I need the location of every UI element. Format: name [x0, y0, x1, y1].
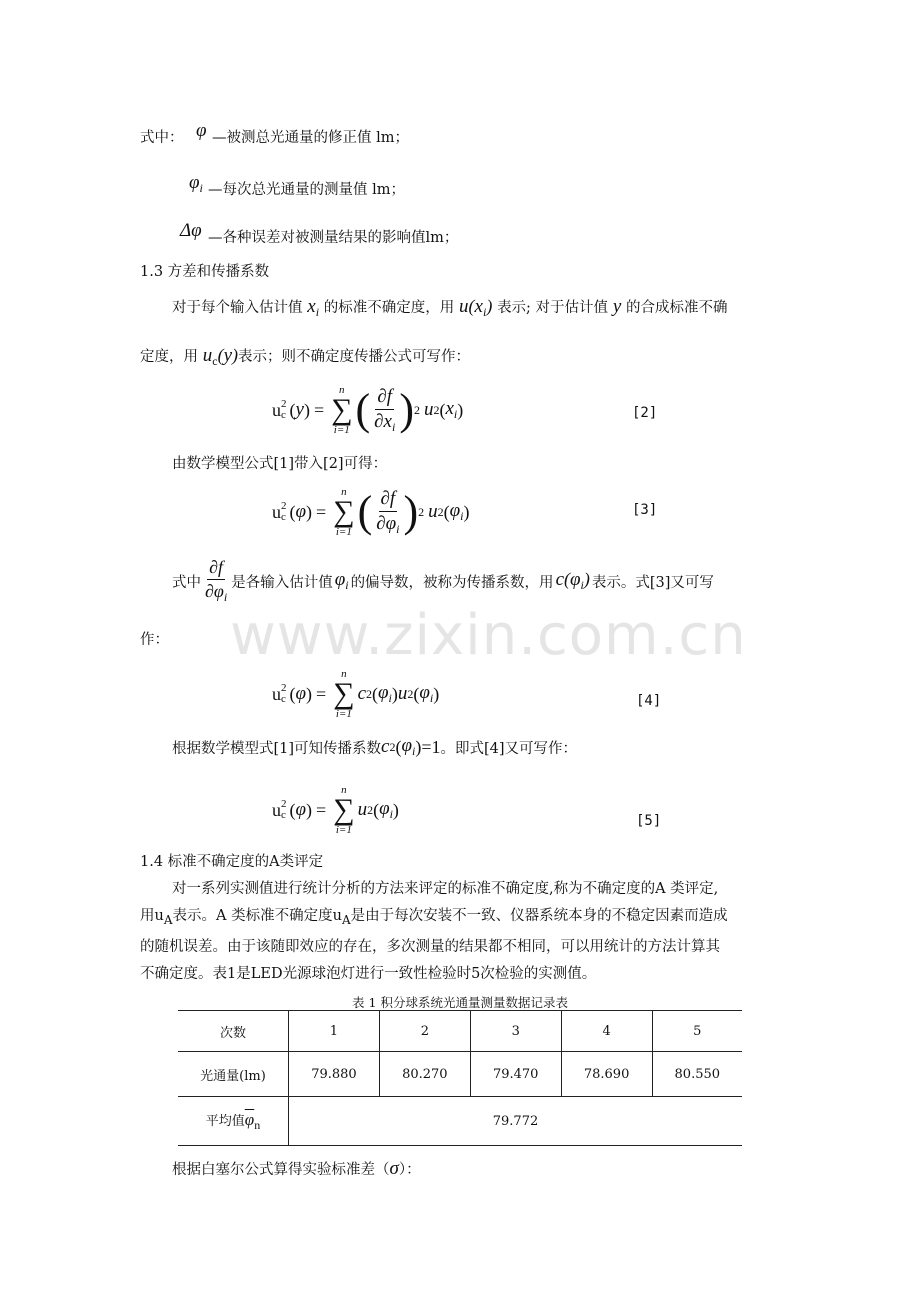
- table-col-header: 1: [289, 1011, 380, 1052]
- sec14-line2: [140, 903, 785, 934]
- defs-lead: 式中：: [140, 130, 184, 146]
- math-x-i: $x_i$: [302, 296, 320, 319]
- equation-2-number: [2]: [632, 405, 658, 421]
- equation-2: u 2 c ( y ) = n ∑ i=1 ( $\frac{\partial f}{\partial x_i}$ ) 2 u 2 ( $x_i$ ): [272, 384, 464, 436]
- text-run: 表示。式[3]又可写: [591, 574, 714, 591]
- table-col-header: 3: [470, 1011, 561, 1052]
- table-cell: 79.880: [289, 1052, 380, 1097]
- delta-phi-symbol: Δφ: [180, 220, 202, 241]
- footer-line: [172, 1158, 421, 1180]
- table-cell: 78.690: [561, 1052, 652, 1097]
- text-run: 根据白塞尔公式算得实验标准差（: [172, 1162, 390, 1178]
- table-avg-value: 79.772: [289, 1097, 743, 1146]
- table-cell: 79.470: [470, 1052, 561, 1097]
- table-row: [178, 1097, 742, 1146]
- equation-5-number: [5]: [636, 813, 662, 829]
- phi-symbol: φ: [196, 120, 207, 141]
- text-run: ）：: [398, 1162, 421, 1178]
- sec14-line3: 的随机误差。由于该随即效应的存在，多次测量的结果都不相同，可以用统计的方法计算其: [140, 939, 720, 955]
- text-run: 用u: [140, 908, 164, 924]
- text-run: 是由于每次安装不一致、仪器系统本身的不稳定因素而造成: [350, 908, 728, 924]
- section-heading-1-3: 1.3 方差和传播系数: [140, 264, 270, 280]
- sec14-line4: 不确定度。表1是LED光源球泡灯进行一致性检验时5次检验的实测值。: [140, 966, 597, 982]
- table-avg-label: [178, 1097, 289, 1146]
- equation-5: u 2 c ( φ ) = n ∑ i=1 u 2 ( $\varphi_i$ ): [272, 784, 399, 836]
- table-header-label: 次数: [178, 1011, 289, 1052]
- sigma-symbol: σ: [389, 1158, 399, 1179]
- sec13-paragraph-line6: 根据数学模型式[1]可知传播系数 c 2 ( $\varphi_i$ ) =1 。即式[4]又可写作：: [172, 735, 578, 758]
- phi-desc: —被测总光通量的修正值 lm；: [212, 130, 409, 146]
- text-run: 的标准不确定度，用: [323, 300, 455, 316]
- text-run: 式中: [172, 574, 201, 591]
- text-run: 定度，用: [140, 349, 198, 365]
- table-col-header: 5: [652, 1011, 742, 1052]
- table-row: [178, 1011, 742, 1052]
- text-run: 表示；则不确定度传播公式可写作：: [238, 349, 471, 365]
- phi-i-desc: —每次总光通量的测量值 lm；: [208, 182, 405, 198]
- equation-4-number: [4]: [636, 693, 662, 709]
- avg-label-text: 平均值: [205, 1113, 245, 1129]
- text-run: 的偏导数，被称为传播系数，用: [350, 574, 554, 591]
- equation-3-number: [3]: [632, 502, 658, 518]
- table-row: [178, 1052, 742, 1097]
- phi-n-bar: $\overline{\varphi}_n$: [244, 1109, 261, 1132]
- phi-i-symbol: $\varphi_i$: [189, 172, 203, 195]
- text-run: 。即式[4]又可写作：: [440, 740, 578, 757]
- math-u-xi: $u(x_i)$: [454, 296, 493, 319]
- table-cell: 80.550: [652, 1052, 742, 1097]
- sec13-paragraph-line5: 作：: [140, 632, 169, 648]
- math-y: y: [608, 296, 626, 317]
- text-run: 根据数学模型式[1]可知传播系数: [172, 740, 382, 757]
- measurement-table: [178, 1010, 742, 1146]
- sec13-paragraph-line1: [172, 296, 728, 320]
- subscript: A: [163, 913, 173, 927]
- table-caption: 表 1 积分球系统光通量测量数据记录表: [352, 995, 568, 1010]
- subscript: A: [341, 913, 351, 927]
- sec13-paragraph-line3: 由数学模型公式[1]带入[2]可得：: [172, 456, 388, 472]
- sec14-paragraph: [140, 876, 785, 988]
- text-run: 对于每个输入估计值: [172, 300, 303, 316]
- table-col-header: 4: [561, 1011, 652, 1052]
- text-run: 的合成标准不确: [626, 300, 728, 316]
- table-row-label: 光通量(lm): [178, 1052, 289, 1097]
- watermark: www.zixin.com.cn: [230, 603, 747, 668]
- text-run: 表示; 对于估计值: [497, 300, 609, 316]
- equation-3: u 2 c ( φ ) = n ∑ i=1 ( $\frac{\partial f}{\partial\varphi_i}$ ) 2 u 2 ( $\varphi_i$ ): [272, 486, 470, 538]
- section-heading-1-4: 1.4 标准不确定度的A类评定: [140, 854, 324, 870]
- table-col-header: 2: [379, 1011, 470, 1052]
- equation-4: u 2 c ( φ ) = n ∑ i=1 c 2 ( $\varphi_i$ ) u 2 ( $\varphi_i$ ): [272, 668, 440, 720]
- text-run: 是各输入估计值: [231, 574, 333, 591]
- text-run: 表示。A 类标准不确定度u: [172, 908, 342, 924]
- delta-desc: —各种误差对被测量结果的影响值lm；: [208, 230, 459, 246]
- sec14-line1: 对一系列实测值进行统计分析的方法来评定的标准不确定度,称为不确定度的A 类评定,: [172, 881, 719, 897]
- sec13-paragraph-line2: [140, 345, 470, 369]
- sec13-paragraph-line4: 式中 $\frac{\partial f}{\partial\varphi_i}$ 是各输入估计值 $\varphi_i$ 的偏导数，被称为传播系数，用 $c(\varphi_i)$ 表示。式[3]又可写: [172, 557, 714, 604]
- table-cell: 80.270: [379, 1052, 470, 1097]
- math-uc-y: $u_c(y)$: [198, 345, 239, 368]
